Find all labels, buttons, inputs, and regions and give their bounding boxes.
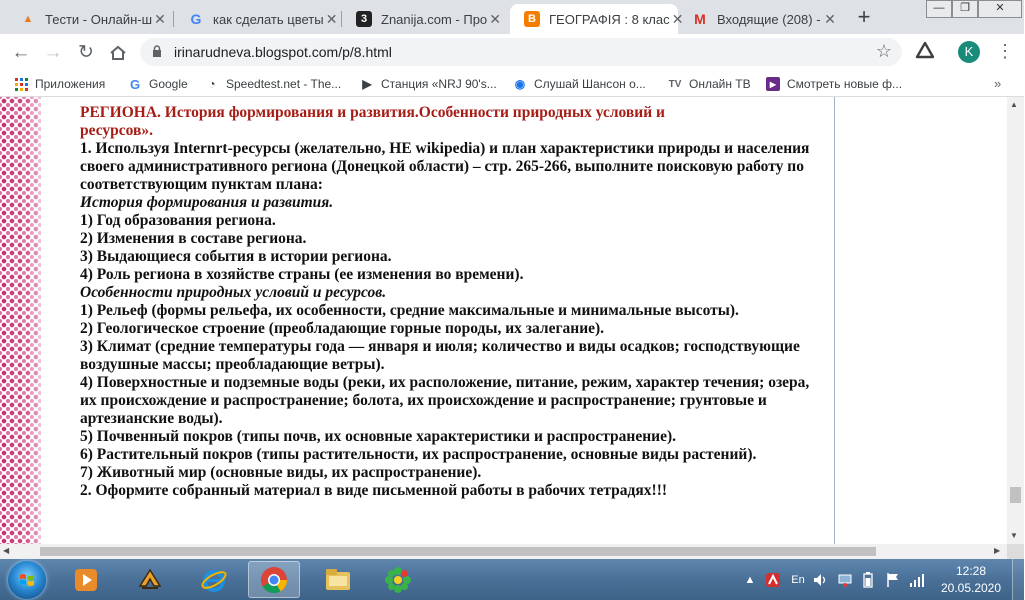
tv-icon: TV xyxy=(668,78,682,90)
media-player-button[interactable] xyxy=(60,561,112,598)
tab-title: ГЕОГРАФІЯ : 8 клас xyxy=(549,11,670,27)
language-indicator[interactable]: En xyxy=(791,574,805,586)
internet-explorer-icon xyxy=(199,565,229,595)
icq-button[interactable] xyxy=(372,561,424,598)
page-content xyxy=(0,97,1024,544)
bookmarks-bar xyxy=(0,71,1024,97)
list-item: 3) Выдающиеся события в истории региона. xyxy=(80,248,392,265)
bookmark-label: Google xyxy=(149,77,188,91)
video-icon: ▶ xyxy=(766,77,780,91)
system-clock[interactable] xyxy=(936,563,1006,597)
address-bar[interactable] xyxy=(140,38,902,66)
vertical-scrollbar[interactable] xyxy=(1007,97,1024,544)
tab-close-icon[interactable]: ✕ xyxy=(824,10,836,27)
tab-google-search[interactable] xyxy=(174,4,342,34)
bookmark-label: Онлайн ТВ xyxy=(689,77,751,91)
bookmark-nrj[interactable] xyxy=(360,75,497,93)
google-icon: G xyxy=(129,76,141,92)
list-item: 4) Поверхностные и подземные воды (реки, их расположение, питание, режим, характер течения; озера, их происхождение и распространение; болота, их происхождение и распространение; грунтовые и артезианские воды). xyxy=(80,374,810,427)
list-item: 7) Животный мир (основные виды, их распространение). xyxy=(80,464,482,481)
tab-title: как сделать цветы xyxy=(213,11,324,27)
section-nature: Особенности природных условий и ресурсов. xyxy=(80,284,387,301)
home-icon xyxy=(109,44,127,62)
volume-icon[interactable] xyxy=(812,572,830,588)
apps-grid-icon xyxy=(14,77,28,91)
bookmark-label: Приложения xyxy=(35,77,106,91)
tab-strip xyxy=(0,0,1024,34)
chrome-icon xyxy=(259,565,289,595)
list-item: 6) Растительный покров (типы растительности, их распространение, основные виды растений). xyxy=(80,446,757,463)
bookmark-label: Смотреть новые ф... xyxy=(787,77,903,91)
file-explorer-button[interactable] xyxy=(312,561,364,598)
section-history: История формирования и развития. xyxy=(80,194,334,211)
music-icon: ◉ xyxy=(514,77,526,91)
tab-gmail[interactable] xyxy=(678,4,846,34)
close-window-button[interactable]: ✕ xyxy=(978,0,1022,18)
bookmark-online-tv[interactable] xyxy=(668,75,751,93)
list-item: 2) Изменения в составе региона. xyxy=(80,230,307,247)
menu-kebab-icon[interactable]: ⋮ xyxy=(996,41,1014,61)
list-item: 3) Климат (средние температуры года — января и июля; количество и виды осадков; господствующие воздушные массы; преобладающие ветры). xyxy=(80,338,800,373)
bookmark-films[interactable] xyxy=(766,75,902,93)
bookmark-shanson[interactable] xyxy=(513,75,646,93)
bookmark-speedtest[interactable] xyxy=(205,75,341,93)
scroll-up-arrow-icon[interactable]: ▲ xyxy=(1010,100,1018,109)
horizontal-scroll-thumb[interactable] xyxy=(40,547,876,556)
scroll-left-arrow-icon[interactable]: ◀ xyxy=(3,546,10,555)
tab-znanija[interactable] xyxy=(342,4,510,34)
bookmark-label: Speedtest.net - The... xyxy=(226,77,342,91)
post-body xyxy=(80,104,820,500)
scrollbar-corner xyxy=(1007,544,1024,559)
url-text: irinarudneva.blogspot.com/p/8.html xyxy=(174,44,392,60)
task-2: 2. Оформите собранный материал в виде письменной работы в рабочих тетрадях!!! xyxy=(80,482,668,499)
bookmark-label: Станция «NRJ 90's... xyxy=(381,77,497,91)
clock-time: 12:28 xyxy=(955,564,987,578)
windows-logo-icon xyxy=(19,572,35,588)
radio-icon: ▶ xyxy=(362,77,372,91)
start-button[interactable] xyxy=(8,561,46,599)
signal-strength-icon[interactable] xyxy=(908,572,926,588)
vertical-scroll-thumb[interactable] xyxy=(1010,487,1021,503)
list-item: 5) Почвенный покров (типы почв, их основные характеристики и распространение). xyxy=(80,428,676,445)
scroll-down-arrow-icon[interactable]: ▼ xyxy=(1010,531,1018,540)
forward-button[interactable]: → xyxy=(43,42,63,63)
icq-icon xyxy=(384,566,412,594)
extension-icon[interactable] xyxy=(914,40,936,62)
bookmark-star-icon[interactable]: ☆ xyxy=(875,41,892,61)
file-explorer-icon xyxy=(323,566,353,594)
google-icon: G xyxy=(190,11,202,27)
scroll-right-arrow-icon[interactable]: ▶ xyxy=(994,546,1001,555)
reload-button[interactable]: ↻ xyxy=(78,42,94,63)
tab-title: Тести - Онлайн-ш xyxy=(45,11,153,27)
action-center-flag-icon[interactable] xyxy=(884,572,902,588)
minimize-button[interactable]: — xyxy=(926,0,952,18)
clock-date: 20.05.2020 xyxy=(940,581,1002,595)
tab-geography[interactable] xyxy=(510,4,684,34)
list-item: 2) Геологическое строение (преобладающие горные породы, их залегание). xyxy=(80,320,605,337)
list-item: 4) Роль региона в хозяйстве страны (ее изменения во времени). xyxy=(80,266,524,283)
pattern-fade xyxy=(0,97,41,544)
back-button[interactable]: ← xyxy=(11,42,31,63)
network-tray-icon[interactable] xyxy=(836,572,854,588)
profile-avatar[interactable]: K xyxy=(958,41,980,63)
browser-toolbar xyxy=(0,34,1024,71)
bookmark-label: Слушай Шансон о... xyxy=(534,77,646,91)
maximize-button[interactable]: ❐ xyxy=(952,0,978,18)
tab-close-icon[interactable]: ✕ xyxy=(154,10,166,27)
bookmarks-more-button[interactable]: » xyxy=(994,76,1002,91)
speedtest-icon: ◔ xyxy=(208,77,216,91)
tab-tests[interactable] xyxy=(6,4,174,34)
content-border xyxy=(834,97,835,544)
media-player-icon xyxy=(72,566,100,594)
battery-icon[interactable] xyxy=(860,572,876,588)
winamp-icon xyxy=(136,566,164,594)
winamp-button[interactable] xyxy=(124,561,176,598)
list-item: 1) Рельеф (формы рельефа, их особенности, средние максимальные и минимальные высоты). xyxy=(80,302,739,319)
bookmark-apps[interactable] xyxy=(14,75,105,93)
lock-icon xyxy=(152,45,162,57)
antivirus-tray-icon[interactable] xyxy=(764,572,782,588)
list-item: 1) Год образования региона. xyxy=(80,212,276,229)
bookmark-google[interactable] xyxy=(128,75,188,93)
tray-show-hidden-icon[interactable]: ▲ xyxy=(744,574,756,586)
tab-close-icon[interactable]: ✕ xyxy=(489,10,502,27)
tab-close-icon[interactable]: ✕ xyxy=(671,10,684,27)
post-heading: РЕГИОНА. История формирования и развития.Особенности природных условий и ресурсов». xyxy=(80,104,665,139)
blogger-icon: B xyxy=(524,11,540,27)
test-icon: ▲ xyxy=(22,13,34,25)
internet-explorer-button[interactable] xyxy=(188,561,240,598)
tab-title: Znanija.com - Про xyxy=(381,11,488,27)
home-button[interactable] xyxy=(105,40,131,66)
znanija-icon: 3 xyxy=(356,11,372,27)
chrome-button[interactable] xyxy=(248,561,300,598)
task-1: 1. Используя Internrt-ресурсы (желательно, НЕ wikipedia) и план характеристики природы и населения своего административного региона (Донецкой области) – стр. 265-266, выполните поисковую работу по соответствующим пунктам плана: xyxy=(80,140,810,193)
new-tab-button[interactable]: + xyxy=(857,4,871,29)
horizontal-scrollbar[interactable] xyxy=(0,544,1007,559)
gmail-icon: M xyxy=(694,11,706,27)
tab-title: Входящие (208) - xyxy=(717,11,821,27)
show-desktop-button[interactable] xyxy=(1012,559,1025,600)
tab-close-icon[interactable]: ✕ xyxy=(325,10,338,27)
